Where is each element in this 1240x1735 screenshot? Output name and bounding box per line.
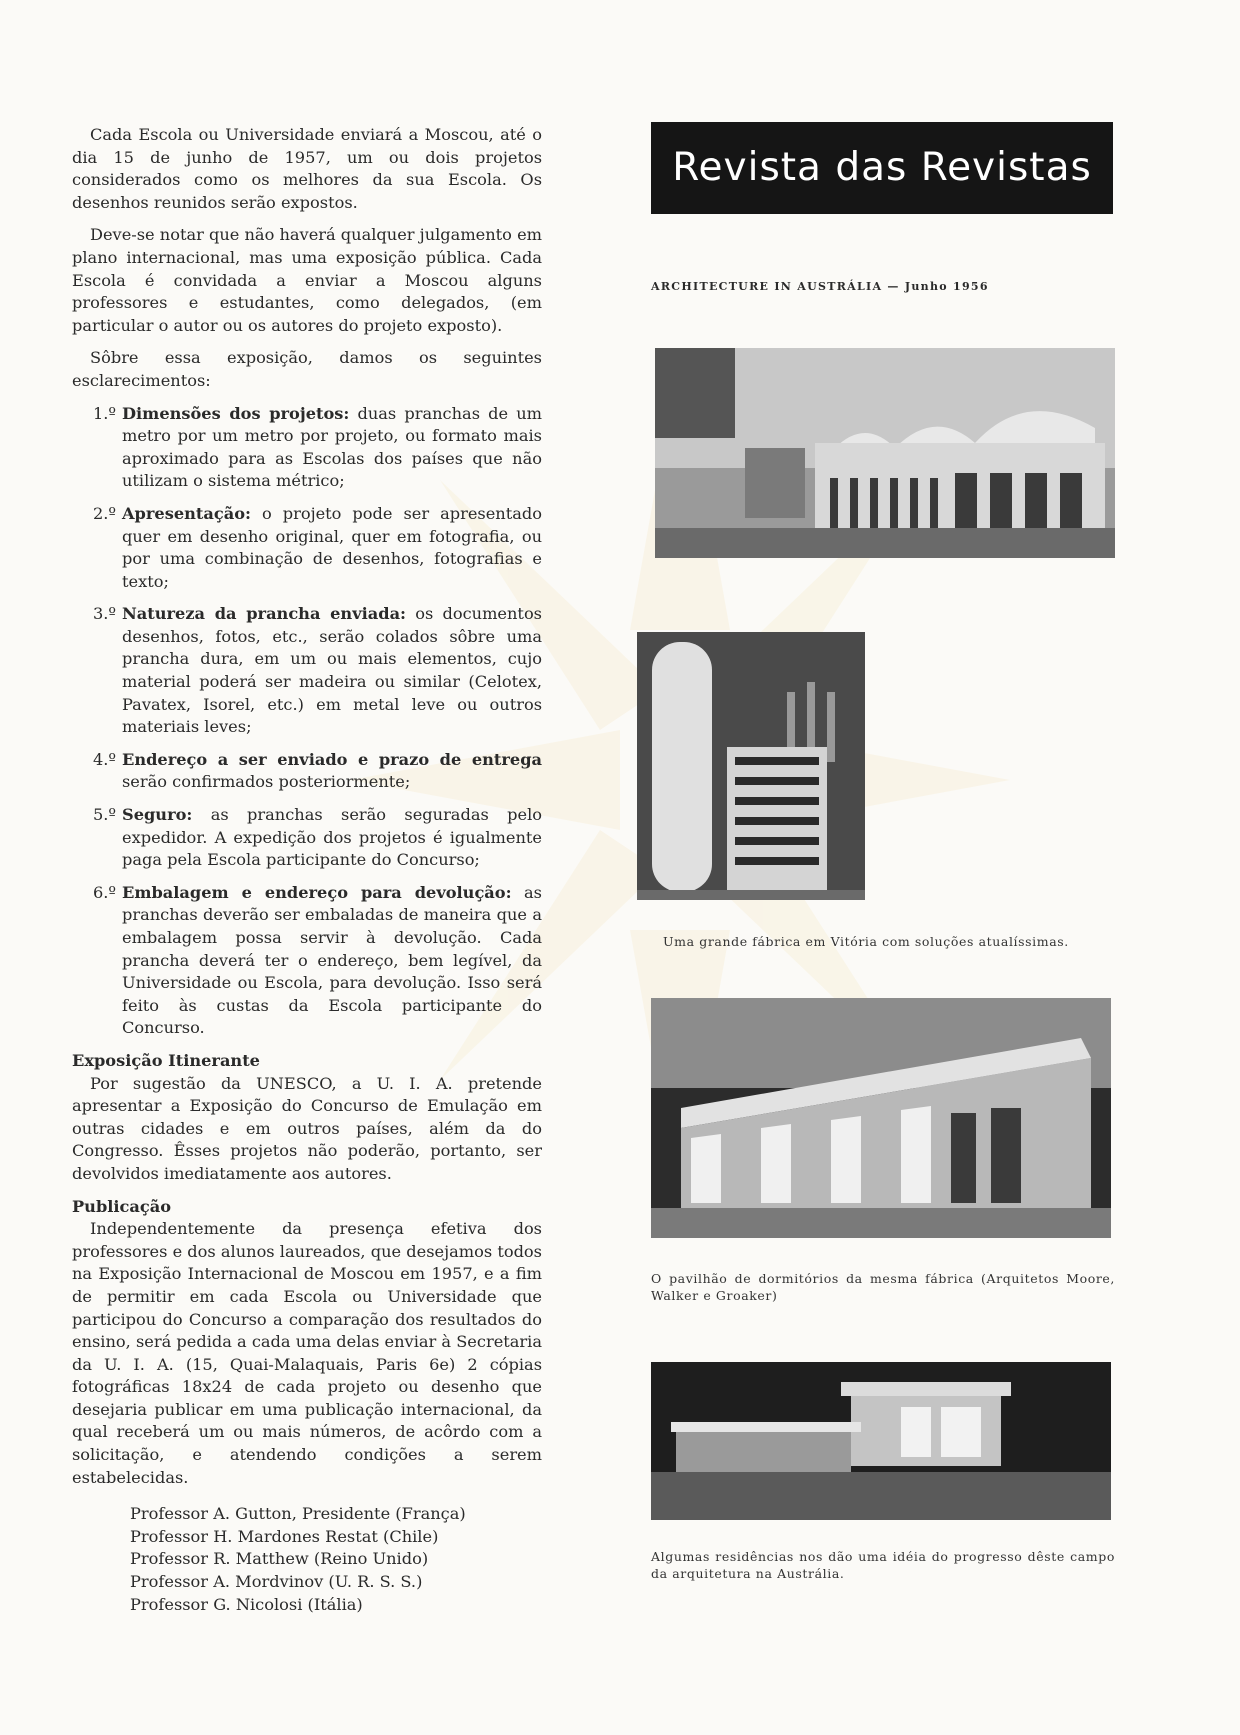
item-number: 4.º (92, 749, 116, 769)
factory-photo (655, 348, 1115, 558)
section-heading: Exposição Itinerante (72, 1050, 260, 1070)
item-number: 2.º (92, 503, 116, 523)
paragraph: Cada Escola ou Universidade enviará a Moscou, até o dia 15 de junho de 1957, um ou dois projetos considerados como os melhores da sua Escola. Os desenhos reunidos serão expostos. (72, 125, 542, 212)
item-number: 1.º (92, 403, 116, 423)
section-heading: Publicação (72, 1196, 172, 1216)
item-heading: Apresentação: (122, 503, 251, 523)
signature-list (130, 1503, 542, 1616)
item-text: os documentos desenhos, fotos, etc., serão colados sôbre uma prancha dura, em um ou mais elementos, cujo material poderá ser madeira ou similar (Celotex, Pavatex, Isorel, etc.) em metal leve ou outros materiais leves; (122, 604, 542, 737)
item-number: 5.º (92, 805, 116, 825)
item-text: as pranchas serão seguradas pelo expedidor. A expedição dos projetos é igualmente paga pela Escola participante do Concurso; (122, 805, 542, 870)
item-text: o projeto pode ser apresentado quer em desenho original, quer em fotografia, ou por uma combinação de desenhos, fotografias e texto; (122, 503, 542, 591)
item-text: duas pranchas de um metro por um metro por projeto, ou formato mais aproximado para as Escolas dos países que não utilizam o sistema métrico; (122, 403, 542, 491)
photo-caption: O pavilhão de dormitórios da mesma fábrica (Arquitetos Moore, Walker e Groaker) (651, 1271, 1115, 1303)
list-item (72, 503, 542, 593)
signature-line: Professor A. Mordvinov (U. R. S. S.) (130, 1572, 423, 1592)
signature-line: Professor R. Matthew (Reino Unido) (130, 1549, 429, 1569)
paragraph: Deve-se notar que não haverá qualquer julgamento em plano internacional, mas uma exposição pública. Cada Escola é convidada a enviar a Moscou alguns professores e estudantes, como delegados, (em particular o autor ou os autores do projeto exposto). (72, 225, 542, 335)
photo-caption: Uma grande fábrica em Vitória com soluções atualíssimas. (663, 934, 1069, 949)
item-number: 6.º (92, 882, 116, 902)
signature-line: Professor G. Nicolosi (Itália) (130, 1594, 363, 1614)
item-text: serão confirmados posteriormente; (122, 772, 411, 792)
factory-tower-photo (637, 632, 865, 900)
list-item (72, 403, 542, 493)
residence-photo (651, 1362, 1111, 1520)
article-left-column (72, 124, 542, 1616)
source-line: ARCHITECTURE IN AUSTRÁLIA — Junho 1956 (651, 280, 989, 293)
item-heading: Embalagem e endereço para devolução: (122, 882, 512, 902)
list-item (72, 603, 542, 739)
item-heading: Natureza da prancha enviada: (122, 604, 407, 624)
section-banner: Revista das Revistas (651, 122, 1113, 214)
paragraph: Independentemente da presença efetiva dos professores e dos alunos laureados, que desejamos todos na Exposição Internacional de Moscou em 1957, e a fim de permitir em cada Escola ou Universidade que participou do Concurso a comparação dos resultados do ensino, será pedida a cada uma delas enviar à Secretaria da U. I. A. (15, Quai-Malaquais, Paris 6e) 2 cópias fotográficas 18x24 de cada projeto ou desenho que desejaria publicar em uma publicação internacional, da qual receberá um ou mais números, de acôrdo com a solicitação, e atendendo condições a serem estabelecidas. (72, 1219, 542, 1487)
item-heading: Endereço a ser enviado e prazo de entrega (122, 749, 542, 769)
paragraph: Sôbre essa exposição, damos os seguintes esclarecimentos: (72, 348, 542, 390)
list-item (72, 749, 542, 794)
item-text: as pranchas deverão ser embaladas de maneira que a embalagem possa servir à devolução. Cada prancha deverá ter o endereço, bem legível, da Universidade ou Escola, para devolução. Isso será feito às custas da Escola participante do Concurso. (122, 882, 542, 1038)
paragraph: Por sugestão da UNESCO, a U. I. A. pretende apresentar a Exposição do Concurso de Emulação em outras cidades e em outros países, além da do Congresso. Êsses projetos não poderão, portanto, ser devolvidos imediatamente aos autores. (72, 1073, 542, 1183)
item-heading: Seguro: (122, 805, 193, 825)
item-number: 3.º (92, 604, 116, 624)
signature-line: Professor A. Gutton, Presidente (França) (130, 1504, 466, 1524)
list-item (72, 804, 542, 872)
list-item (72, 882, 542, 1040)
item-heading: Dimensões dos projetos: (122, 403, 350, 423)
dormitory-pavilion-photo (651, 998, 1111, 1238)
photo-caption: Algumas residências nos dão uma idéia do progresso dêste campo da arquitetura na Austrália. (651, 1549, 1115, 1581)
signature-line: Professor H. Mardones Restat (Chile) (130, 1526, 439, 1546)
